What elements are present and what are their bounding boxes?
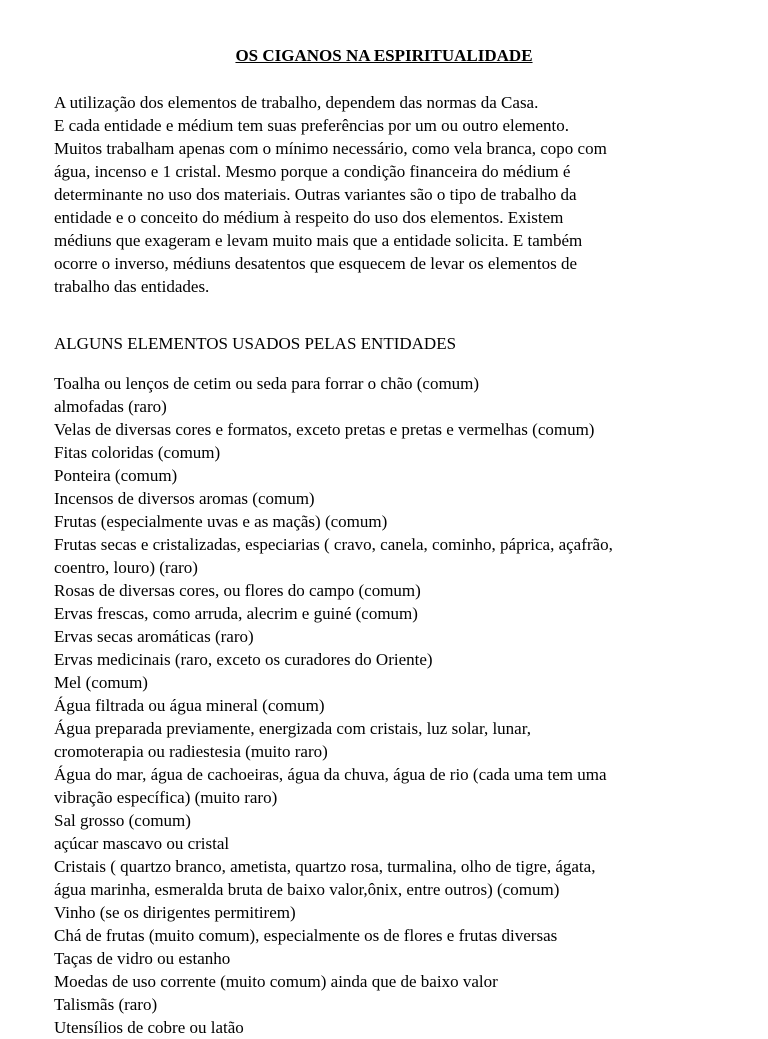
list-item: Ervas secas aromáticas (raro) bbox=[54, 627, 254, 646]
list-item: Toalha ou lenços de cetim ou seda para forrar o chão (comum) bbox=[54, 374, 480, 393]
section-heading: ALGUNS ELEMENTOS USADOS PELAS ENTIDADES bbox=[54, 334, 457, 353]
list-item: Moedas de uso corrente (muito comum) ainda que de baixo valor bbox=[54, 972, 498, 991]
list-item: Rosas de diversas cores, ou flores do campo (comum) bbox=[54, 581, 421, 600]
list-item: Incensos de diversos aromas (comum) bbox=[54, 489, 315, 508]
intro-paragraph bbox=[54, 91, 744, 298]
list-item: Chá de frutas (muito comum), especialmente os de flores e frutas diversas bbox=[54, 926, 558, 945]
list-item: Velas de diversas cores e formatos, exceto pretas e pretas e vermelhas (comum) bbox=[54, 420, 595, 439]
list-item: Ervas frescas, como arruda, alecrim e guiné (comum) bbox=[54, 604, 418, 623]
list-item: coentro, louro) (raro) bbox=[54, 558, 198, 577]
list-item: vibração específica) (muito raro) bbox=[54, 788, 278, 807]
list-item: Vinho (se os dirigentes permitirem) bbox=[54, 903, 296, 922]
page-title: OS CIGANOS NA ESPIRITUALIDADE bbox=[235, 46, 533, 65]
intro-line: Muitos trabalham apenas com o mínimo necessário, como vela branca, copo com bbox=[54, 139, 607, 158]
intro-line: água, incenso e 1 cristal. Mesmo porque a condição financeira do médium é bbox=[54, 162, 571, 181]
list-item: Utensílios de cobre ou latão bbox=[54, 1018, 244, 1037]
intro-line: E cada entidade e médium tem suas preferências por um ou outro elemento. bbox=[54, 116, 570, 135]
list-item: Ervas medicinais (raro, exceto os curadores do Oriente) bbox=[54, 650, 433, 669]
list-item: Mel (comum) bbox=[54, 673, 148, 692]
intro-line: entidade e o conceito do médium à respeito do uso dos elementos. Existem bbox=[54, 208, 564, 227]
list-item: Fitas coloridas (comum) bbox=[54, 443, 221, 462]
list-item: Frutas (especialmente uvas e as maçãs) (comum) bbox=[54, 512, 388, 531]
list-item: Talismãs (raro) bbox=[54, 995, 158, 1014]
list-item: água marinha, esmeralda bruta de baixo valor,ônix, entre outros) (comum) bbox=[54, 880, 560, 899]
intro-line: determinante no uso dos materiais. Outras variantes são o tipo de trabalho da bbox=[54, 185, 577, 204]
list-item: Frutas secas e cristalizadas, especiarias ( cravo, canela, cominho, páprica, açafrão, bbox=[54, 535, 613, 554]
list-item: Cristais ( quartzo branco, ametista, quartzo rosa, turmalina, olho de tigre, ágata, bbox=[54, 857, 596, 876]
elements-list bbox=[54, 372, 754, 1039]
list-item: Água do mar, água de cachoeiras, água da chuva, água de rio (cada uma tem uma bbox=[54, 765, 607, 784]
intro-line: A utilização dos elementos de trabalho, dependem das normas da Casa. bbox=[54, 93, 539, 112]
intro-line: ocorre o inverso, médiuns desatentos que esquecem de levar os elementos de bbox=[54, 254, 578, 273]
intro-line: médiuns que exageram e levam muito mais que a entidade solicita. E também bbox=[54, 231, 583, 250]
list-item: Taças de vidro ou estanho bbox=[54, 949, 231, 968]
list-item: almofadas (raro) bbox=[54, 397, 167, 416]
list-item: açúcar mascavo ou cristal bbox=[54, 834, 230, 853]
list-item: Sal grosso (comum) bbox=[54, 811, 191, 830]
intro-line: trabalho das entidades. bbox=[54, 277, 210, 296]
list-item: cromoterapia ou radiestesia (muito raro) bbox=[54, 742, 328, 761]
list-item: Água preparada previamente, energizada com cristais, luz solar, lunar, bbox=[54, 719, 531, 738]
list-item: Ponteira (comum) bbox=[54, 466, 178, 485]
list-item: Água filtrada ou água mineral (comum) bbox=[54, 696, 325, 715]
